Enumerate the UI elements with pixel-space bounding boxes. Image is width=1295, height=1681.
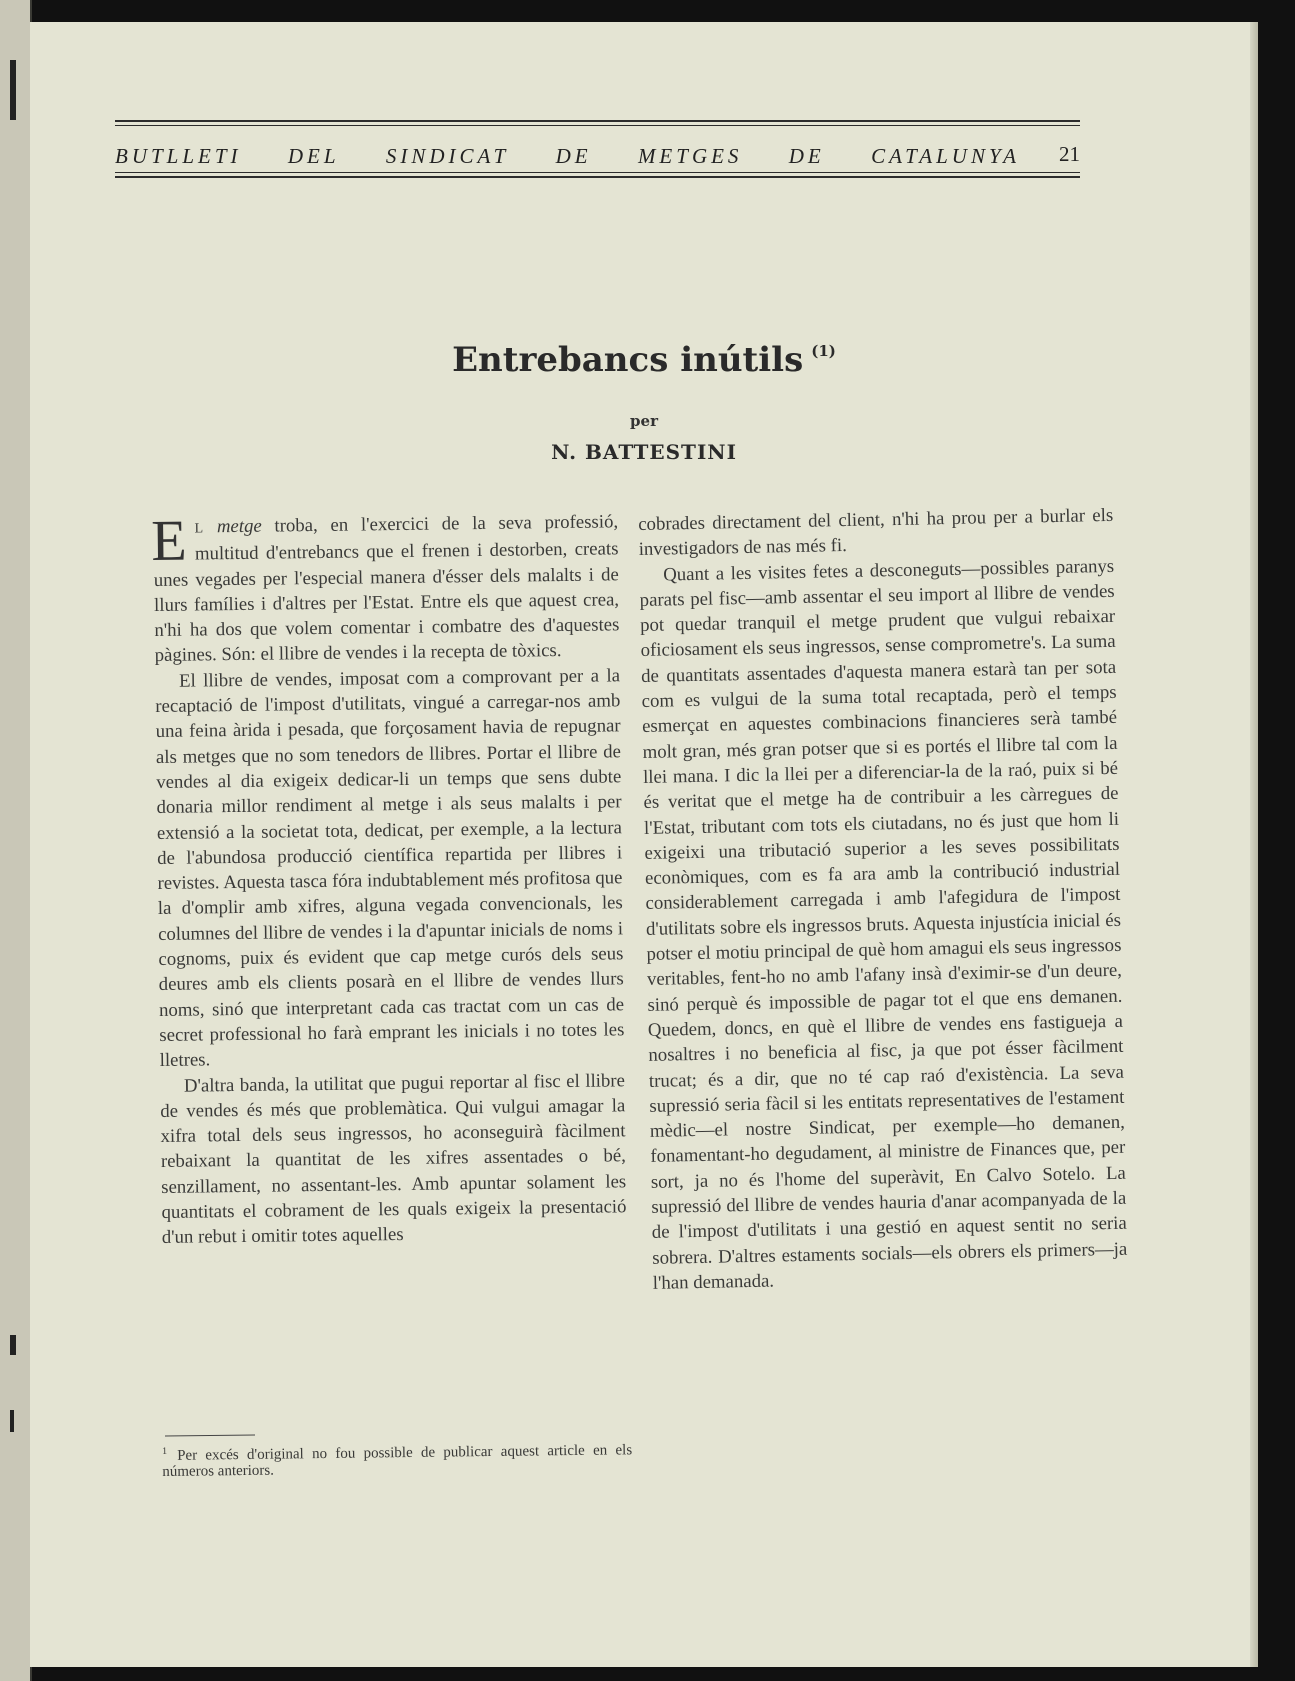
byline-prefix: per	[630, 412, 658, 430]
spine-mark	[10, 1410, 14, 1432]
journal-title-word: DE	[788, 144, 825, 168]
journal-title-word: BUTLLETI	[115, 144, 242, 168]
footnote-text: Per excés d'original no fou possible de publicar aquest article en els números anteriors.	[162, 1442, 633, 1480]
header-rule-top-thin	[115, 125, 1080, 126]
journal-title-word: CATALUNYA	[871, 144, 1020, 168]
journal-title-word: METGES	[637, 144, 743, 168]
paragraph: cobrades directament del client, n'hi ha prou per a burlar els investigadors de nas més fi.	[638, 504, 1114, 561]
footnote-marker: 1	[162, 1445, 168, 1457]
paragraph: Quant a les visites fetes a desconeguts—possibles paranys parats pel fisc—amb assentar el seu import al llibre de vendes pot quedar tranquil el metge prudent que vulgui rebaixar oficiosament els seus ingressos, sense comprometre's. La suma de quantitats assentades d'aquesta manera estarà tan per sota com es vulgui de la suma total recaptada, però el temps esmerçat en aquestes combinacions financieres serà també molt gran, més gran potser que si es portés el llibre tal com la llei mana. I dic la llei per a diferenciar-la de la raó, puix si bé és veritat que el metge ha de contribuir a les càrregues de l'Estat, tributant com tots els ciutadans, no és just que hom li exigeixi una tributació superior a les seves possibilitats econòmiques, com es fa ara amb la contribució industrial considerablement carregada i amb l'afegidura de l'impost d'utilitats sobre els ingressos bruts. Aquesta injustícia inicial és potser el motiu principal de què hom amagui els seus ingressos veritables, fent-ho no amb l'afany insà d'eximir-se d'un deure, sinó perquè és impossible de pagar tot el que ens demanen. Quedem, doncs, en què el llibre de vendes ens fastigueja a nosaltres i no beneficia al fisc, ja que pot ésser fàcilment trucat; és a dir, que no té cap raó d'existència. La seva supressió seria fàcil si les entitats representatives de l'estament mèdic—el nostre Sindicat, per exemple—ho demanen, fonamentant-ho degudament, al ministre de Finances que, per sort, ja no és l'home del superàvit, En Calvo Sotelo. La supressió del llibre de vendes hauria d'anar acompanyada de la de l'impost d'utilitats i una gestió en aquest sentit no seria sobrera. D'altres estaments socials—els obrers els primers—ja l'han demanada.	[639, 555, 1128, 1294]
journal-title-word: SINDICAT	[385, 144, 510, 168]
journal-title-word: DEL	[287, 144, 340, 168]
article-author: N. BATTESTINI	[551, 440, 737, 464]
paragraph: D'altra banda, la utilitat que pugui reportar al fisc el llibre de vendes és més que problemàtica. Qui vulgui amagar la xifra total dels seus ingressos, ho aconseguirà fàcilment rebaixant la quantitat de les xifres assentades o bé, senzillament, no assentant-les. Amb apuntar solament les quantitats el cobrament de les quals exigeix la presentació d'un rebut i omitir totes aquelles	[160, 1069, 627, 1249]
small-cap-letter: L	[194, 521, 205, 537]
text-column-left	[150, 507, 627, 1250]
article-title-text: Entrebancs inútils	[452, 340, 804, 380]
header-rule-bottom-thin	[115, 172, 1080, 173]
paragraph-text: troba, en l'exercici de la seva professió, multitud d'entrebancs que el frenen i destorben, creats unes vegades per l'especial manera d'ésser dels malalts i de llurs famílies i d'altres per l'Estat. Entre els que aquest crea, n'hi ha dos que volem comentar i combatre des d'aquestes pàgines. Són: el llibre de vendes i la recepta de tòxics.	[153, 511, 620, 667]
text-column-right	[638, 503, 1128, 1296]
journal-title-word: DE	[555, 144, 592, 168]
page-edge	[1250, 22, 1258, 1667]
binding-spine	[0, 0, 32, 1681]
journal-title	[115, 144, 1020, 169]
header-rule-bottom	[115, 176, 1080, 178]
paragraph	[150, 507, 620, 668]
running-header	[115, 120, 1080, 185]
italic-word: metge	[216, 515, 262, 538]
footnote	[162, 1438, 632, 1480]
spine-mark	[10, 60, 16, 120]
article-title	[30, 340, 1258, 380]
paragraph: El llibre de vendes, imposat com a comprovant per a la recaptació de l'impost d'utilitats, vingué a carregar-nos amb una feina àrida i pesada, que forçosament havia de repugnar als metges que no som tenedors de llibres. Portar el llibre de vendes al dia exigeix dedicar-li un temps que sens dubte donaria millor rendiment al metge i als seus malalts i per extensió a la societat tota, dedicat, per exemple, a la lectura de l'abundosa producció científica repartida per llibres i revistes. Aquesta tasca fóra indubtablement més profitosa que la d'omplir amb xifres, alguna vegada convencionals, les columnes del llibre de vendes i la d'apuntar inicials de noms i cognoms, puix és evident que cap metge curós dels seus deures amb els clients posarà en el llibre de vendes llurs noms, sinó que interpretant cada cas tractat com un cas de secret professional ho farà emprant les inicials i no totes les lletres.	[155, 665, 625, 1072]
page-number: 21	[1059, 142, 1080, 166]
drop-cap: E	[150, 507, 188, 574]
spine-mark	[10, 1335, 16, 1355]
header-rule-top	[115, 120, 1080, 122]
title-footnote-marker: (1)	[811, 342, 836, 360]
